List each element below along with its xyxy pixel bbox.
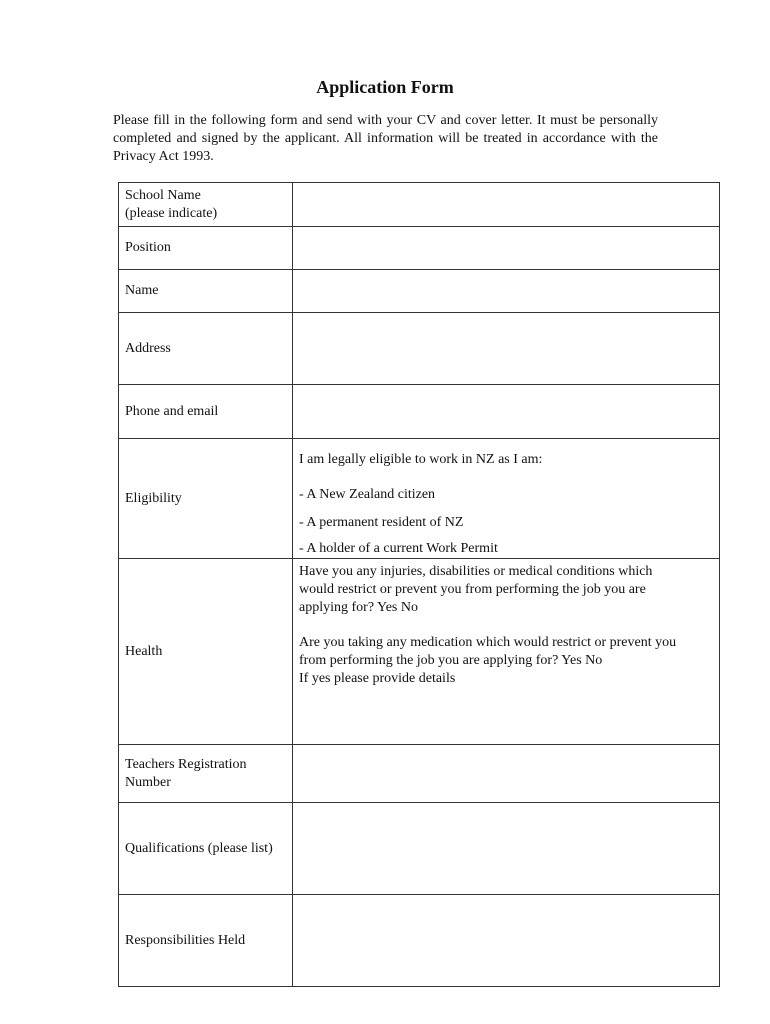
eligibility-label: Eligibility xyxy=(119,439,293,559)
address-label: Address xyxy=(119,313,293,385)
health-question-1-line-1: Have you any injuries, disabilities or medical conditions which xyxy=(299,564,653,579)
health-question-2-line-3: If yes please provide details xyxy=(299,671,456,686)
qualifications-field[interactable] xyxy=(293,803,720,895)
phone-email-field[interactable] xyxy=(293,385,720,439)
responsibilities-field[interactable] xyxy=(293,895,720,987)
school-name-label xyxy=(119,183,293,227)
table-row xyxy=(119,270,720,313)
school-name-field[interactable] xyxy=(293,183,720,227)
eligibility-heading: I am legally eligible to work in NZ as I am: xyxy=(299,452,543,467)
health-label: Health xyxy=(119,559,293,745)
position-label: Position xyxy=(119,227,293,270)
intro-paragraph: Please fill in the following form and send with your CV and cover letter. It must be personally completed and signed by the applicant. All information will be treated in accordance with the Privacy Act 1993. xyxy=(113,113,658,164)
health-field[interactable] xyxy=(293,559,720,745)
eligibility-option-citizen[interactable]: - A New Zealand citizen xyxy=(299,487,436,502)
teachers-registration-field[interactable] xyxy=(293,745,720,803)
eligibility-option-work-permit[interactable]: - A holder of a current Work Permit xyxy=(299,541,498,556)
table-row xyxy=(119,227,720,270)
teachers-registration-label-line-1: Teachers Registration xyxy=(125,756,247,772)
address-field[interactable] xyxy=(293,313,720,385)
table-row xyxy=(119,559,720,745)
form-title: Application Form xyxy=(316,77,454,97)
qualifications-label: Qualifications (please list) xyxy=(119,803,293,895)
table-row xyxy=(119,895,720,987)
table-row xyxy=(119,439,720,559)
table-row xyxy=(119,183,720,227)
table-row xyxy=(119,385,720,439)
table-row xyxy=(119,803,720,895)
table-row xyxy=(119,745,720,803)
application-form-table xyxy=(118,182,720,987)
teachers-registration-label xyxy=(119,745,293,803)
health-question-1-line-2: would restrict or prevent you from performing the job you are xyxy=(299,582,646,597)
table-row xyxy=(119,313,720,385)
position-field[interactable] xyxy=(293,227,720,270)
phone-email-label: Phone and email xyxy=(119,385,293,439)
health-question-1-line-3: applying for? Yes No xyxy=(299,600,418,615)
eligibility-field xyxy=(293,439,720,559)
eligibility-option-resident[interactable]: - A permanent resident of NZ xyxy=(299,515,464,530)
teachers-registration-label-line-2: Number xyxy=(125,774,171,790)
school-name-label-line-2: (please indicate) xyxy=(125,205,218,221)
health-question-2-line-2: from performing the job you are applying for? Yes No xyxy=(299,653,603,668)
responsibilities-label: Responsibilities Held xyxy=(119,895,293,987)
health-question-2-line-1: Are you taking any medication which would restrict or prevent you xyxy=(299,635,677,650)
school-name-label-line-1: School Name xyxy=(125,187,201,203)
name-field[interactable] xyxy=(293,270,720,313)
name-label: Name xyxy=(119,270,293,313)
